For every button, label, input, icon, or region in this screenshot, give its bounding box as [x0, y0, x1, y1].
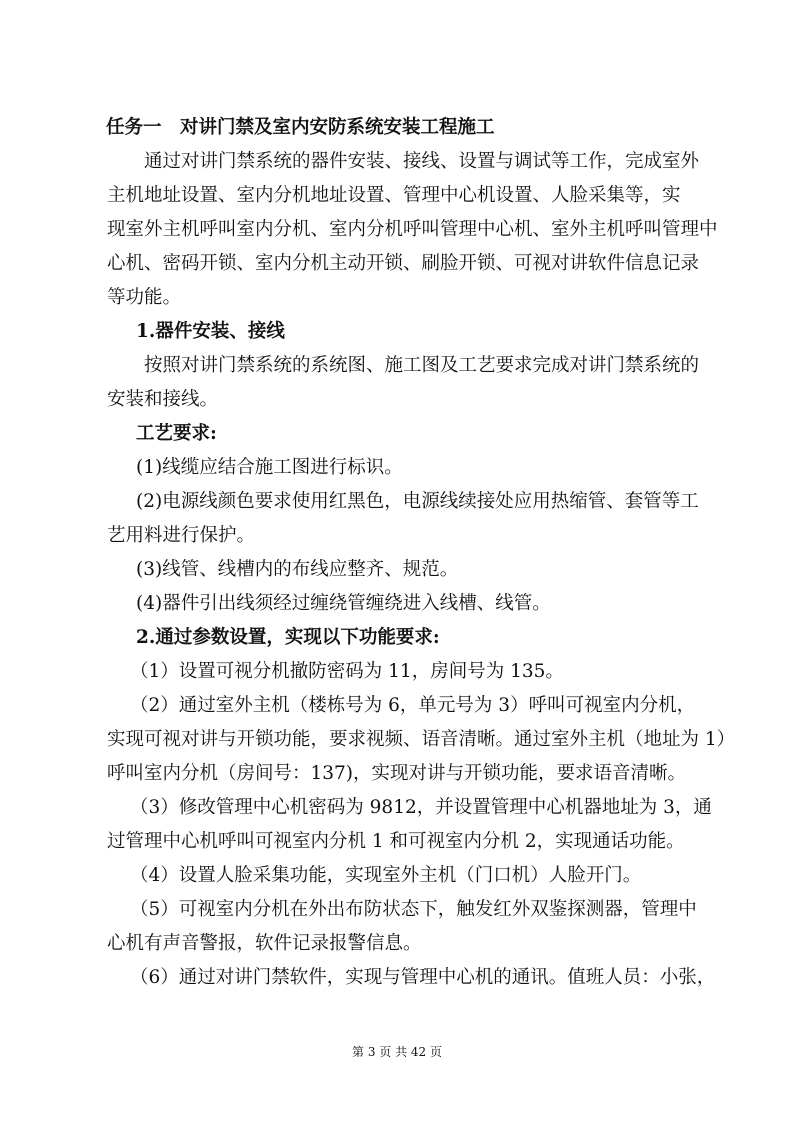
list-item-continuation: 呼叫室内分机（房间号：137)，实现对讲与开锁功能，要求语音清晰。 — [107, 763, 687, 784]
list-item: （1）设置可视分机撤防密码为 11，房间号为 135。 — [130, 661, 564, 682]
intro-line: 主机地址设置、室内分机地址设置、管理中心机设置、人脸采集等，实 — [107, 185, 681, 206]
list-item: （6）通过对讲门禁软件，实现与管理中心机的通讯。值班人员：小张， — [130, 967, 716, 988]
intro-line: 等功能。 — [107, 287, 182, 308]
list-item-continuation: 实现可视对讲与开锁功能，要求视频、语音清晰。通过室外主机（地址为 1） — [107, 729, 736, 750]
list-item-continuation: 心机有声音警报，软件记录报警信息。 — [107, 933, 422, 954]
intro-line: 心机、密码开锁、室内分机主动开锁、刷脸开锁、可视对讲软件信息记录 — [107, 253, 700, 274]
list-item: （2）通过室外主机（楼栋号为 6，单元号为 3）呼叫可视室内分机， — [130, 695, 696, 716]
intro-line: 现室外主机呼叫室内分机、室内分机呼叫管理中心机、室外主机呼叫管理中 — [107, 219, 718, 240]
section1-heading: 1.器件安装、接线 — [136, 321, 285, 342]
list-item: (2)电源线颜色要求使用红黑色，电源线续接处应用热缩管、套管等工 — [136, 491, 699, 512]
task-title: 任务一 对讲门禁及室内安防系统安装工程施工 — [106, 117, 495, 138]
list-item-continuation: 过管理中心机呼叫可视室内分机 1 和可视室内分机 2，实现通话功能。 — [107, 831, 685, 852]
list-item: (3)线管、线槽内的布线应整齐、规范。 — [136, 559, 459, 580]
intro-line: 通过对讲门禁系统的器件安装、接线、设置与调试等工作，完成室外 — [144, 151, 700, 172]
list-item-continuation: 艺用料进行保护。 — [107, 525, 256, 546]
section1-line: 按照对讲门禁系统的系统图、施工图及工艺要求完成对讲门禁系统的 — [144, 355, 700, 376]
list-item: (4)器件引出线须经过缠绕管缠绕进入线槽、线管。 — [136, 593, 551, 614]
page-footer: 第 3 页 共 42 页 — [352, 1045, 442, 1059]
list-item: （5）可视室内分机在外出布防状态下，触发红外双鉴探测器，管理中 — [130, 899, 697, 920]
section2-heading: 2.通过参数设置，实现以下功能要求: — [136, 627, 440, 648]
craft-requirements-heading: 工艺要求: — [136, 423, 217, 444]
section1-line: 安装和接线。 — [107, 389, 219, 410]
list-item: (1)线缆应结合施工图进行标识。 — [136, 457, 403, 478]
list-item: （4）设置人脸采集功能，实现室外主机（门口机）人脸开门。 — [130, 865, 642, 886]
list-item: （3）修改管理中心机密码为 9812，并设置管理中心机器地址为 3，通 — [130, 797, 712, 818]
